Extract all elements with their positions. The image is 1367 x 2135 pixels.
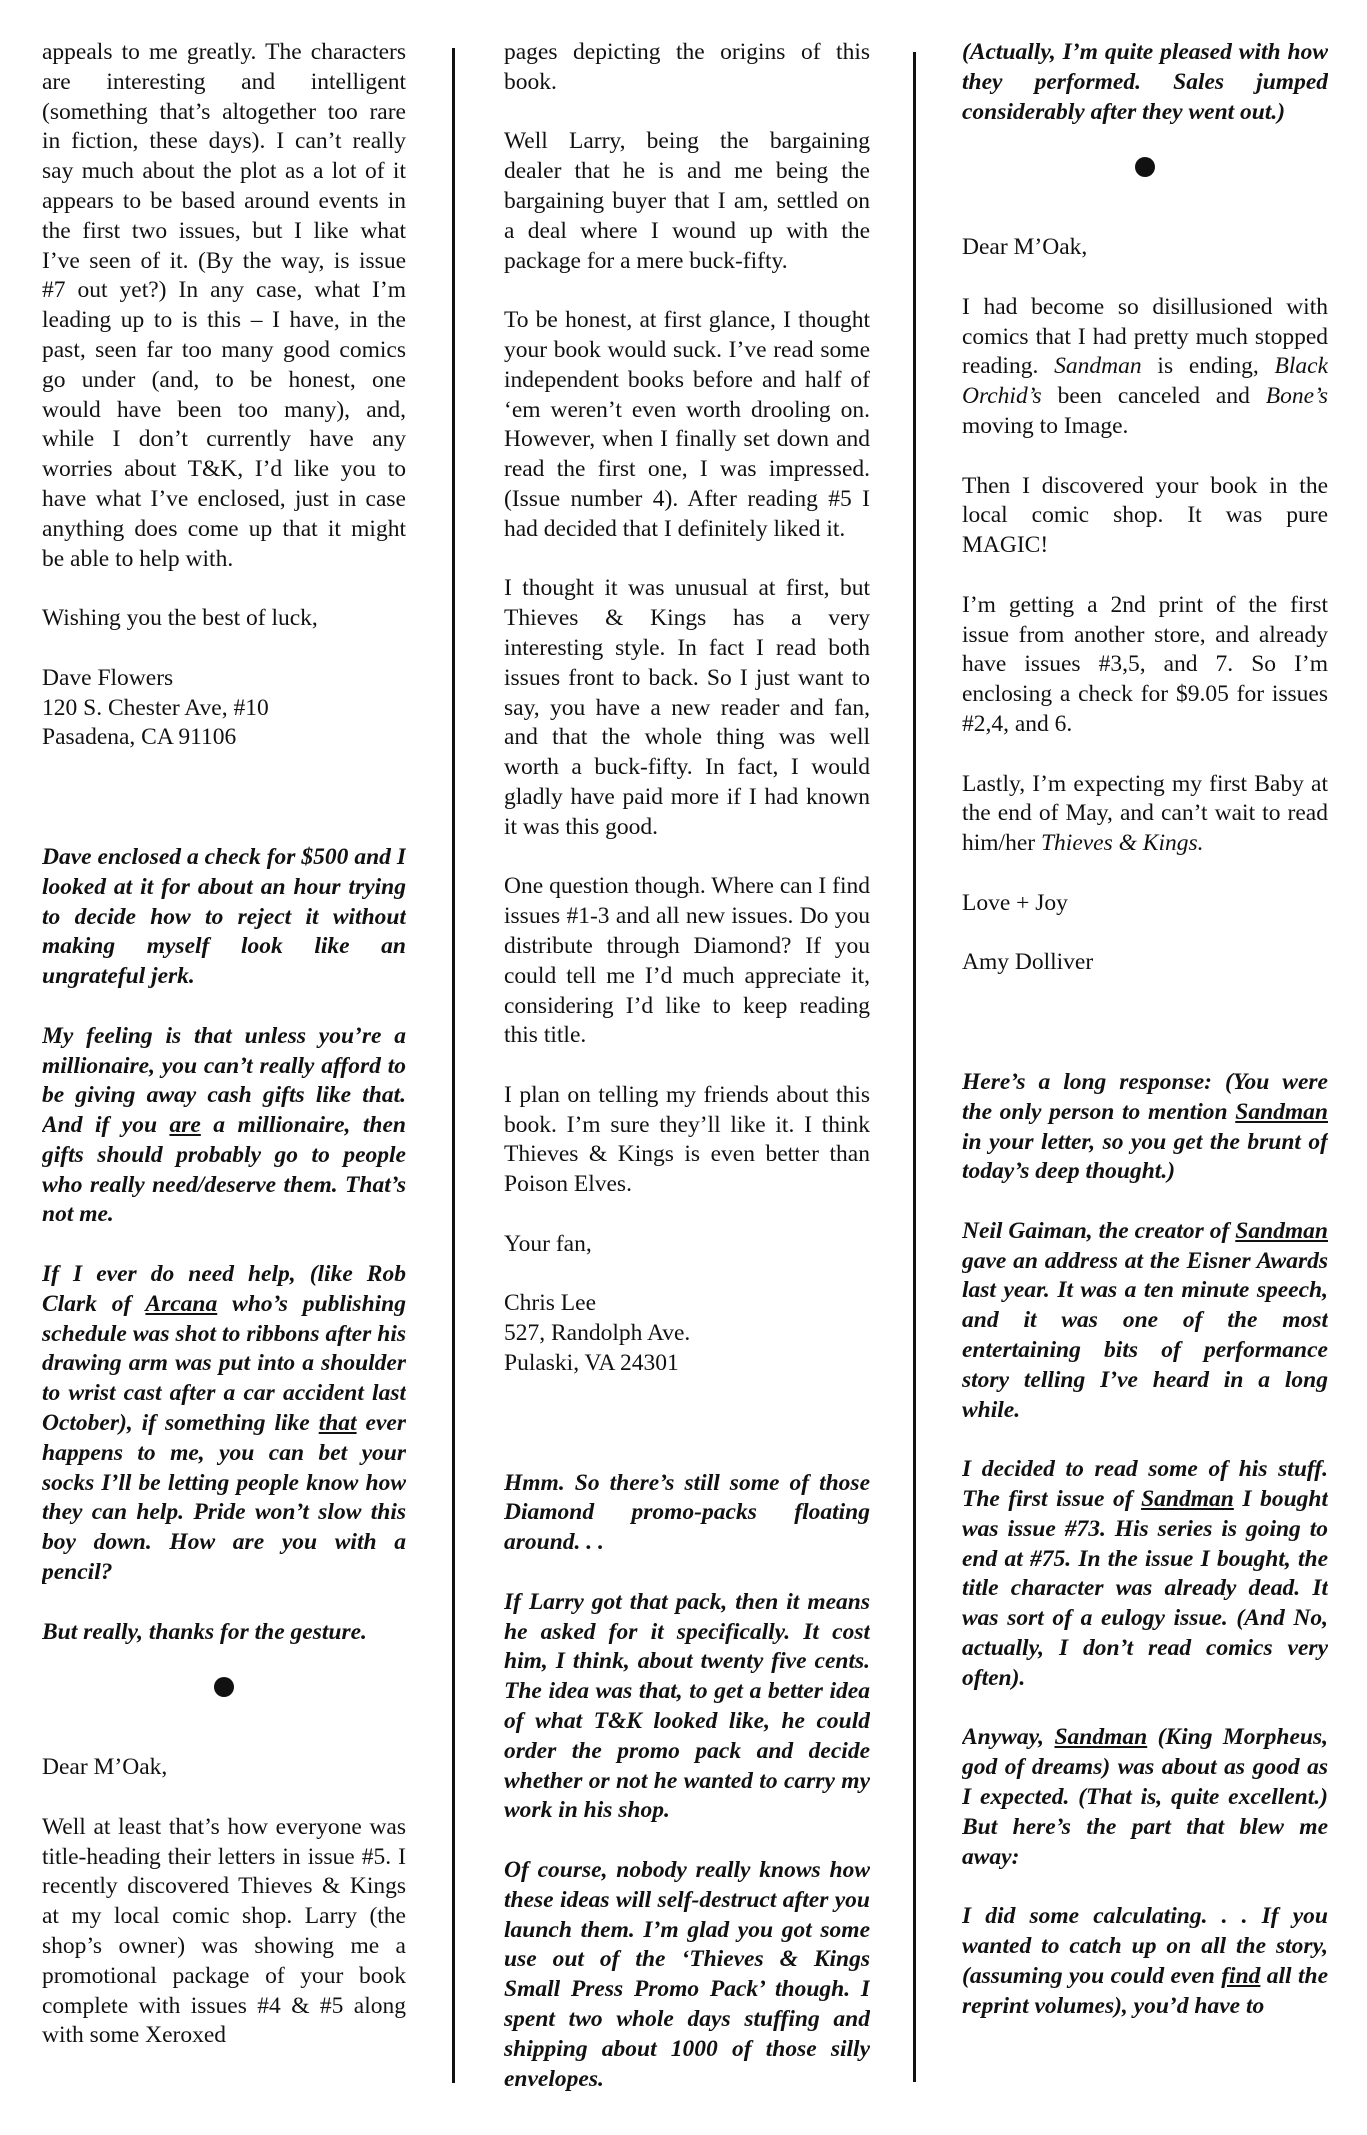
signature-line: Amy Dolliver (962, 949, 1094, 976)
emphasized-title: Bone’s (1265, 383, 1328, 410)
editor-reply-paragraph (504, 1588, 870, 1826)
text-run: all the reprint volumes), you’d have to (962, 1962, 1328, 2019)
emphasized-title: Sandman (1054, 1724, 1148, 1751)
editor-reply-paragraph (962, 1902, 1328, 2021)
text-run: appeals to me greatly. The characters are interesting and intelligent (something that’s altogether too rare in fiction, these days). I can’t really say much about the plot as a lot of it appears to be based around events in the first two issues, but I like what I’ve seen of it. (By the way, is issue #7 out yet?) In any case, what I’m leading up to is this – I have, in the past, seen far too many good comics go under (and, to be honest, one would have been too many), and, while I don’t currently have any worries about T&K, I’d like you to have what I’ve enclosed, just in case anything does come up that it might be able to help with. (42, 39, 406, 572)
text-run: been canceled and (1041, 383, 1266, 410)
letter-paragraph (504, 127, 870, 276)
text-run: One question though. Where can I find issues #1-3 and all new issues. Do you distribute through Diamond? If you could tell me I’d much appreciate it, considering I’d like to keep reading this title. (504, 873, 870, 1049)
emphasized-title: are (169, 1112, 201, 1139)
text-run: Hmm. So there’s still some of those Diamond promo-packs floating around. . . (504, 1469, 870, 1556)
text-run: Dave enclosed a check for $500 and I looked at it for about an hour trying to decide how to reject it without making myself look like an ungrateful jerk. (42, 843, 406, 990)
editor-reply-paragraph (42, 1618, 406, 1648)
spacer (504, 1409, 870, 1469)
editor-reply-paragraph (962, 1723, 1328, 1872)
editor-reply-paragraph (962, 38, 1328, 127)
section-separator-bullet (1135, 157, 1155, 177)
text-run: I thought it was unusual at first, but Thieves & Kings has a very interesting style. In fact I read both issues front to back. So I just want to say, you have a new reader and fan, and that the whole thing was well worth a buck-fifty. In fact, I would gladly have paid more if I had known it was this good. (504, 575, 870, 840)
emphasized-title: Sandman (1235, 1098, 1328, 1125)
text-run: (Actually, I’m quite pleased with how they performed. Sales jumped considerably after they went out.) (962, 39, 1328, 125)
text-run: pages depicting the origins of this book. (504, 39, 870, 95)
text-run: If Larry got that pack, then it means he asked for it specifically. It cost him, I think, about twenty five cents. The idea was that, to get a better idea of what T&K looked like, he could order the promo pack and decide whether or not he wanted to carry my work in his shop. (504, 1588, 870, 1824)
letter-signature (962, 948, 1328, 978)
signature-line: 120 S. Chester Ave, #10 (42, 694, 269, 721)
editor-reply-paragraph (962, 1455, 1328, 1693)
text-run: ever happens to me, you can bet your socks I’ll be letting people know how they can help. Pride won’t slow this boy down. How are you with a pencil? (42, 1410, 406, 1586)
spacer (962, 1008, 1328, 1068)
column-divider-2 (913, 52, 916, 2082)
letter-paragraph (962, 293, 1328, 442)
spacer (42, 783, 406, 843)
text-run: To be honest, at first glance, I thought your book would suck. I’ve read some independent books before and half of ‘em weren’t even worth drooling on. However, when I finally set down and read the first one, I was impressed. (Issue number 4). After reading #5 I had decided that I definitely liked it. (504, 307, 870, 542)
editor-reply-paragraph (962, 1217, 1328, 1426)
editor-reply-paragraph (42, 843, 406, 992)
letter-paragraph (504, 306, 870, 544)
text-run: (King Morpheus, god of dreams) was about as good as I expected. (That is, quite excellent.) But here’s the part that blew me away: (962, 1724, 1328, 1870)
letter-paragraph (962, 472, 1328, 561)
emphasized-title: find (1221, 1962, 1261, 1989)
section-separator-bullet (214, 1677, 234, 1697)
signature-line: 527, Randolph Ave. (504, 1320, 691, 1347)
editor-reply-paragraph (504, 1856, 870, 2094)
letter-paragraph (962, 233, 1328, 263)
text-run: Dear M’Oak, (42, 1754, 168, 1781)
text-run: Here’s a long response: (You were the only person to mention (962, 1068, 1328, 1125)
text-run: Wishing you the best of luck, (42, 605, 318, 632)
text-run: Of course, nobody really knows how these ideas will self-destruct after you launch them. I’m glad you got some use out of the ‘Thieves & Kings Small Press Promo Pack’ though. I spent two whole days stuffing and shipping about 1000 of those silly envelopes. (504, 1857, 870, 2092)
signature-line: Pulaski, VA 24301 (504, 1350, 679, 1377)
emphasized-title: Sandman (1054, 353, 1142, 380)
editor-reply-paragraph (42, 1022, 406, 1231)
text-run: I plan on telling my friends about this book. I’m sure they’ll like it. I think Thieves & Kings is even better than Poison Elves. (504, 1081, 870, 1198)
text-run: But really, thanks for the gesture. (42, 1618, 367, 1645)
letter-paragraph (42, 1753, 406, 1783)
letter-paragraph (42, 38, 406, 574)
text-run: in your letter, so you get the brunt of today’s deep thought.) (962, 1128, 1328, 1185)
text-run: gave an address at the Eisner Awards last year. It was a ten minute speech, and it was one of the most entertaining bits of performance story telling I’ve heard in a long while. (962, 1247, 1328, 1423)
text-run: I had become so disillusioned with comics that I had pretty much stopped reading. (962, 293, 1328, 380)
emphasized-title: Thieves & Kings. (1040, 830, 1204, 857)
signature-line: Dave Flowers (42, 664, 174, 691)
text-run: who’s publishing schedule was shot to ribbons after his drawing arm was put into a shoulder to wrist cast after a car accident last October), if something like (42, 1290, 406, 1437)
text-run: Well Larry, being the bargaining dealer that he is and me being the bargaining buyer that I am, settled on a deal where I wound up with the package for a mere buck-fifty. (504, 128, 870, 274)
emphasized-title: Sandman (1235, 1217, 1328, 1244)
letter-paragraph (504, 574, 870, 842)
letter-paragraph (42, 604, 406, 634)
column-1 (42, 38, 406, 2128)
letter-paragraph (962, 889, 1328, 919)
text-run: I bought was issue #73. His series is going to end at #75. In the issue I bought, the title character was already dead. It was sort of a eulogy issue. (And No, actually, I don’t read comics very often). (962, 1486, 1328, 1691)
emphasized-title: Black Orchid’s (962, 353, 1328, 410)
text-run: Well at least that’s how everyone was title-heading their letters in issue #5. I recently discovered Thieves & Kings at my local comic shop. Larry (the shop’s owner) was showing me a promotional package of your book complete with issues #4 & #5 along with some Xeroxed (42, 1813, 406, 2049)
text-run: Lastly, I’m expecting my first Baby at the end of May, and can’t wait to read him/her (962, 770, 1328, 857)
editor-reply-paragraph (504, 1469, 870, 1558)
text-run: My feeling is that unless you’re a millionaire, you can’t really afford to be giving away cash gifts like that. And if you (42, 1022, 406, 1139)
column-3 (962, 38, 1328, 2128)
text-run: I decided to read some of his stuff. The first issue of (962, 1456, 1328, 1513)
signature-line: Chris Lee (504, 1290, 597, 1317)
text-run: Love + Joy (962, 889, 1068, 916)
text-run: is ending, (1141, 353, 1275, 380)
text-run: Then I discovered your book in the local comic shop. It was pure MAGIC! (962, 472, 1328, 559)
text-run: a millionaire, then gifts should probably go to people who really need/deserve them. That’s not me. (42, 1112, 406, 1228)
text-run: If I ever do need help, (like Rob Clark of (42, 1261, 406, 1317)
text-run: Neil Gaiman, the creator of (962, 1217, 1236, 1244)
letter-paragraph (962, 591, 1328, 740)
letter-paragraph (504, 1230, 870, 1260)
text-run: I’m getting a 2nd print of the first issue from another store, and already have issues #3,5, and 7. So I’m enclosing a check for $9.05 for issues #2,4, and 6. (962, 591, 1328, 737)
text-run: I did some calculating. . . If you wanted to catch up on all the story, (assuming you could even (962, 1903, 1328, 1989)
letter-paragraph (962, 770, 1328, 859)
text-run: Anyway, (962, 1724, 1055, 1751)
letter-paragraph (42, 1813, 406, 2051)
letter-signature (42, 664, 406, 753)
emphasized-title: Arcana (145, 1290, 218, 1317)
signature-line: Pasadena, CA 91106 (42, 724, 237, 751)
letter-signature (504, 1289, 870, 1378)
text-run: Dear M’Oak, (962, 234, 1088, 261)
text-run: Your fan, (504, 1230, 592, 1257)
emphasized-title: Sandman (1141, 1486, 1234, 1513)
editor-reply-paragraph (42, 1260, 406, 1588)
editor-reply-paragraph (962, 1068, 1328, 1187)
column-divider-1 (452, 48, 455, 2083)
letter-paragraph (504, 872, 870, 1051)
letter-paragraph (504, 38, 870, 98)
letter-paragraph (504, 1081, 870, 1200)
emphasized-title: that (318, 1410, 357, 1437)
column-2 (504, 38, 870, 2128)
text-run: moving to Image. (962, 412, 1129, 439)
